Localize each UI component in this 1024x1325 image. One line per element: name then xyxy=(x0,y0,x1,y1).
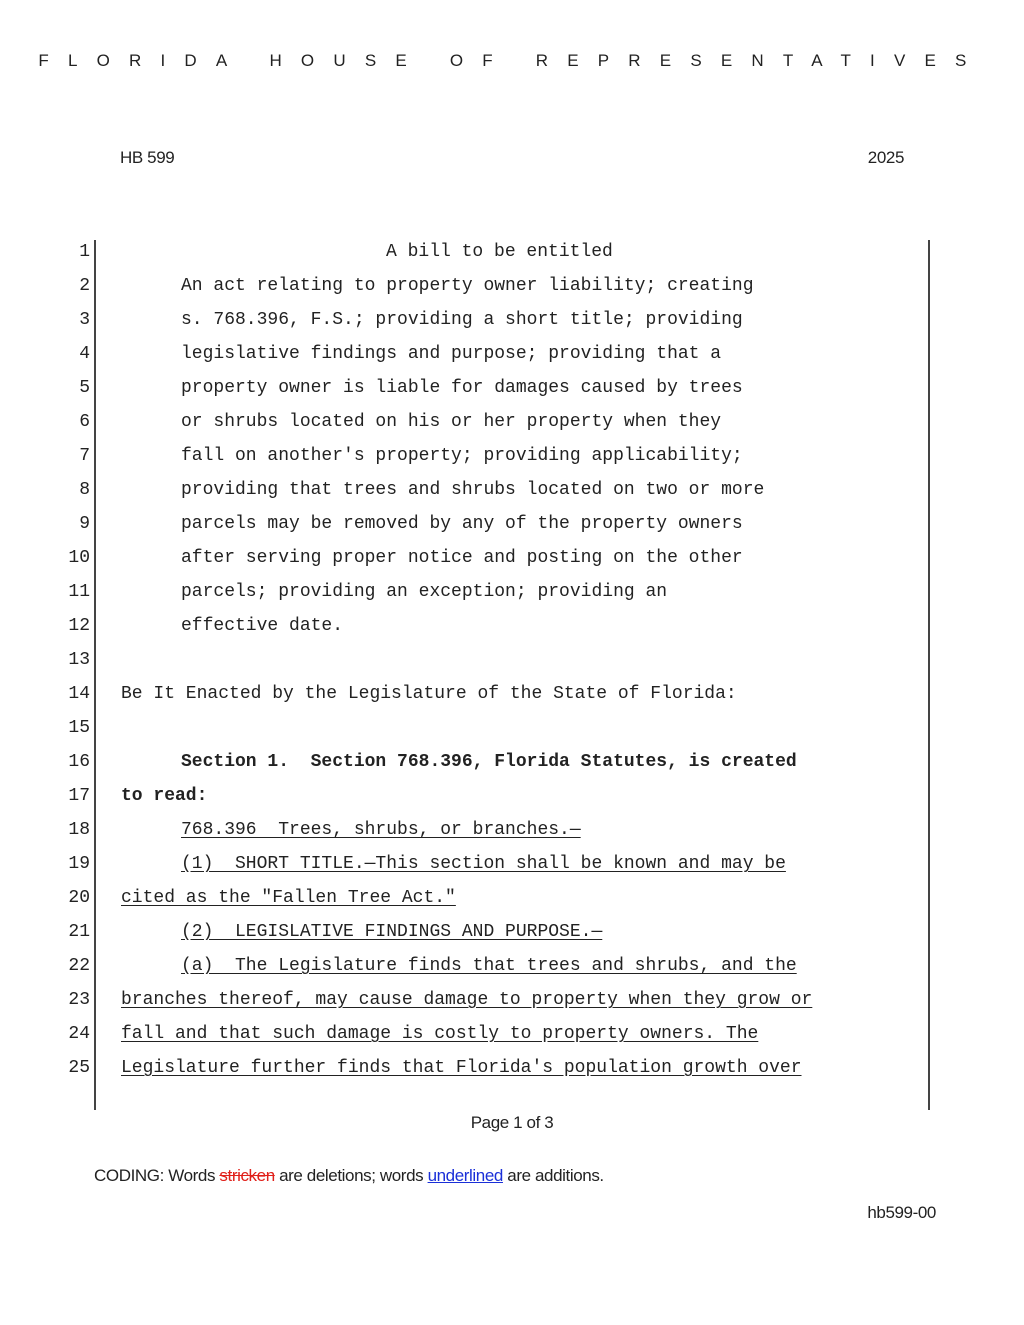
added-text: fall and that such damage is costly to property owners. The xyxy=(121,1024,759,1044)
line-number: 5 xyxy=(79,378,90,398)
bill-title-heading: A bill to be entitled xyxy=(386,242,613,262)
line-8 xyxy=(0,478,1024,512)
line-6 xyxy=(0,410,1024,444)
line-number: 23 xyxy=(68,990,90,1010)
line-4 xyxy=(0,342,1024,376)
line-number: 11 xyxy=(68,582,90,602)
line-number: 2 xyxy=(79,276,90,296)
line-15 xyxy=(0,716,1024,750)
line-text: providing that trees and shrubs located on two or more xyxy=(181,480,765,500)
line-number: 3 xyxy=(79,310,90,330)
section-heading: Section 1. Section 768.396, Florida Statutes, is created xyxy=(181,752,797,772)
coding-prefix: CODING: Words xyxy=(94,1166,220,1185)
line-16 xyxy=(0,750,1024,784)
added-text: cited as the "Fallen Tree Act." xyxy=(121,888,456,908)
bill-year: 2025 xyxy=(867,148,904,167)
page-number: Page 1 of 3 xyxy=(470,1113,554,1132)
line-3 xyxy=(0,308,1024,342)
line-18 xyxy=(0,818,1024,852)
line-number: 1 xyxy=(79,242,90,262)
line-22 xyxy=(0,954,1024,988)
line-21 xyxy=(0,920,1024,954)
line-text: effective date. xyxy=(181,616,344,636)
line-24 xyxy=(0,1022,1024,1056)
line-9 xyxy=(0,512,1024,546)
line-number: 7 xyxy=(79,446,90,466)
line-number: 19 xyxy=(68,854,90,874)
line-number: 14 xyxy=(68,684,90,704)
line-10 xyxy=(0,546,1024,580)
line-5 xyxy=(0,376,1024,410)
line-number: 20 xyxy=(68,888,90,908)
line-number: 24 xyxy=(68,1024,90,1044)
line-number: 16 xyxy=(68,752,90,772)
coding-middle: are deletions; words xyxy=(274,1166,428,1185)
line-number: 17 xyxy=(68,786,90,806)
chamber-heading: FLORIDA HOUSE OF REPRESENTATIVES xyxy=(38,51,986,70)
line-2 xyxy=(0,274,1024,308)
added-text: (1) SHORT TITLE.—This section shall be known and may be xyxy=(181,854,786,874)
line-number: 8 xyxy=(79,480,90,500)
line-number: 25 xyxy=(68,1058,90,1078)
line-text: fall on another's property; providing applicability; xyxy=(181,446,743,466)
line-19 xyxy=(0,852,1024,886)
added-text: Legislature further finds that Florida's population growth over xyxy=(121,1058,802,1078)
line-1 xyxy=(0,240,1024,274)
line-number: 22 xyxy=(68,956,90,976)
line-23 xyxy=(0,988,1024,1022)
bill-number: HB 599 xyxy=(120,148,175,167)
line-text: parcels may be removed by any of the property owners xyxy=(181,514,743,534)
line-text: An act relating to property owner liability; creating xyxy=(181,276,754,296)
line-number: 10 xyxy=(68,548,90,568)
added-text: 768.396 Trees, shrubs, or branches.— xyxy=(181,820,581,840)
line-25 xyxy=(0,1056,1024,1090)
line-text: property owner is liable for damages caused by trees xyxy=(181,378,743,398)
section-heading: to read: xyxy=(121,786,208,806)
line-number: 13 xyxy=(68,650,90,670)
coding-suffix: are additions. xyxy=(502,1166,604,1185)
line-text: or shrubs located on his or her property when they xyxy=(181,412,722,432)
line-13 xyxy=(0,648,1024,682)
line-text: legislative findings and purpose; providing that a xyxy=(181,344,722,364)
line-number: 4 xyxy=(79,344,90,364)
coding-legend xyxy=(94,1166,604,1186)
line-20 xyxy=(0,886,1024,920)
line-number: 9 xyxy=(79,514,90,534)
line-number: 12 xyxy=(68,616,90,636)
added-text: (2) LEGISLATIVE FINDINGS AND PURPOSE.— xyxy=(181,922,603,942)
line-number: 6 xyxy=(79,412,90,432)
line-17 xyxy=(0,784,1024,818)
coding-stricken-sample: stricken xyxy=(219,1166,275,1185)
coding-underlined-sample: underlined xyxy=(427,1166,503,1185)
line-text: after serving proper notice and posting on the other xyxy=(181,548,743,568)
added-text: (a) The Legislature finds that trees and shrubs, and the xyxy=(181,956,797,976)
line-number: 15 xyxy=(68,718,90,738)
enacting-clause: Be It Enacted by the Legislature of the State of Florida: xyxy=(121,684,737,704)
line-11 xyxy=(0,580,1024,614)
line-number: 18 xyxy=(68,820,90,840)
line-12 xyxy=(0,614,1024,648)
document-code: hb599-00 xyxy=(867,1203,936,1222)
added-text: branches thereof, may cause damage to property when they grow or xyxy=(121,990,813,1010)
line-14 xyxy=(0,682,1024,716)
line-text: s. 768.396, F.S.; providing a short title; providing xyxy=(181,310,743,330)
line-number: 21 xyxy=(68,922,90,942)
line-7 xyxy=(0,444,1024,478)
line-text: parcels; providing an exception; providing an xyxy=(181,582,668,602)
